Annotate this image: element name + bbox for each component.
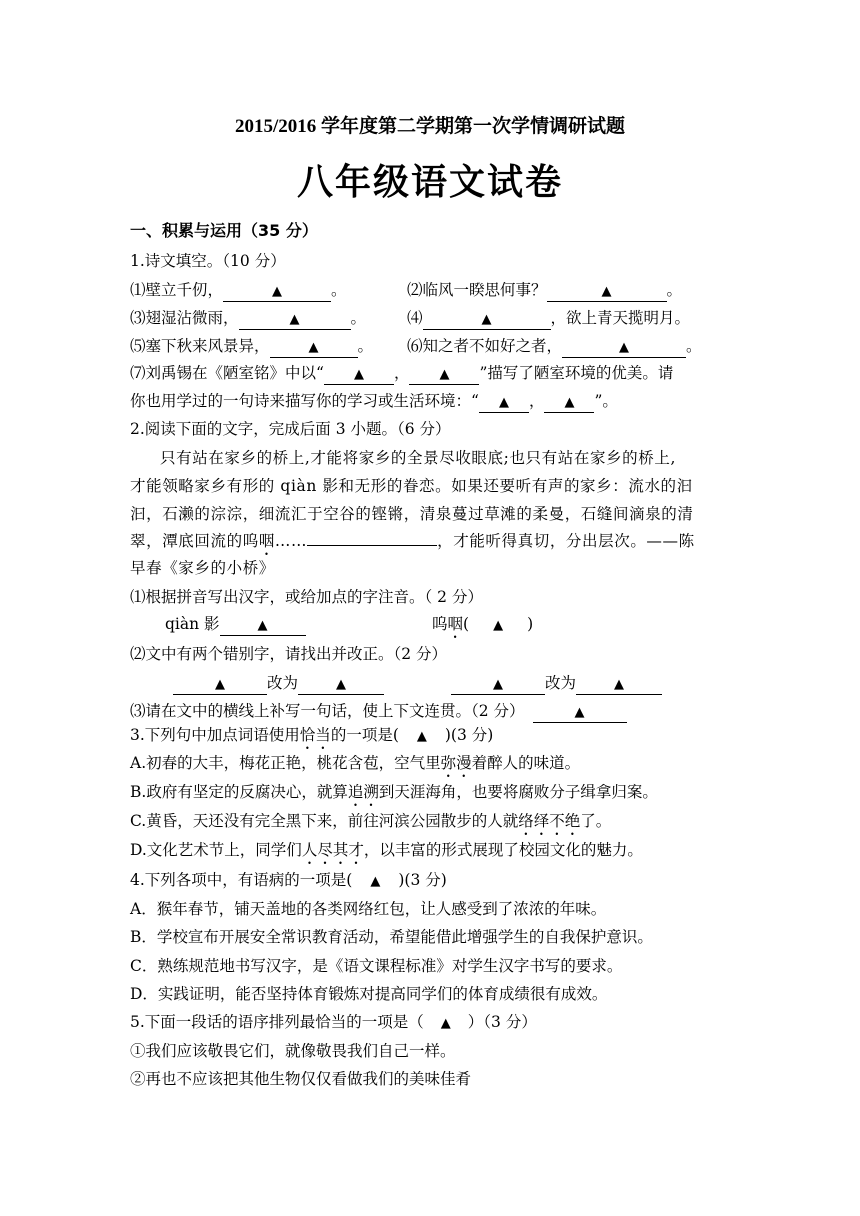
change-label: 改为: [267, 674, 299, 692]
option-text: A.初春的大丰，梅花正艳，桃花含苞，空气里: [130, 754, 441, 772]
answer-mark-icon: ▲: [564, 395, 575, 410]
punct: 。: [357, 337, 374, 355]
q2-sub1-answers: [165, 613, 306, 636]
answer-mark-icon: ▲: [498, 395, 509, 410]
answer-blank[interactable]: [239, 309, 351, 330]
answer-blank[interactable]: [562, 337, 686, 358]
answer-mark-icon: ▲: [289, 312, 300, 327]
answer-blank[interactable]: [223, 281, 331, 302]
passage-text: ，才能听得真切，分出层次。——陈: [437, 532, 695, 550]
q2-sub1: ⑴根据拼音写出汉字，或给加点的字注音。（ 2 分）: [130, 588, 483, 606]
answer-mark-icon: ▲: [481, 312, 492, 327]
option-text: B.政府有坚定的反腐决心，就算: [130, 783, 348, 801]
q1-item-7c: 你也用学过的一句诗来描写你的学习或生活环境：“: [130, 392, 479, 410]
q2-sub1-answers-b: [432, 613, 533, 642]
answer-blank[interactable]: [324, 364, 394, 385]
q1-item-4b: ，欲上青天揽明月。: [550, 309, 691, 327]
q4-option-b: B．学校宣布开展安全常识教育活动，希望能借此增强学生的自我保护意识。: [130, 928, 653, 946]
answer-blank[interactable]: [451, 674, 545, 695]
answer-slot[interactable]: [424, 1011, 468, 1035]
answer-blank[interactable]: [298, 674, 384, 695]
q3-option-a: [130, 752, 580, 781]
q5-item-2: ②再也不应该把其他生物仅仅看做我们的美味佳肴: [130, 1070, 472, 1088]
answer-blank[interactable]: [270, 337, 358, 358]
answer-mark-icon: ▲: [308, 340, 319, 355]
answer-mark-icon: ▲: [336, 677, 347, 692]
q1-item-3: ⑶翅湿沾微雨，: [130, 309, 239, 327]
answer-mark-icon: ▲: [272, 284, 283, 299]
punct: ，: [393, 364, 410, 382]
answer-mark-icon: ▲: [257, 618, 268, 633]
q3-option-b: [130, 781, 658, 810]
q5-text: 5.下面一段话的语序排列最恰当的一项是（: [130, 1013, 424, 1031]
answer-mark-icon: ▲: [440, 1016, 451, 1031]
dotted-word: 人尽其才: [301, 841, 364, 859]
answer-mark-icon: ▲: [416, 729, 427, 744]
answer-slot[interactable]: [352, 869, 398, 893]
q1-item-5: ⑸塞下秋来风景异，: [130, 337, 270, 355]
passage-line-4: [130, 530, 695, 559]
q3-text: 3.下列句中加点词语使用: [130, 726, 300, 744]
punct: 。: [686, 337, 702, 355]
q3-text: 的一项是(: [330, 726, 399, 744]
answer-blank[interactable]: [409, 364, 479, 385]
option-text: 到天涯海角，也要将腐败分子缉拿归案。: [378, 783, 658, 801]
q3-option-c: [130, 810, 611, 839]
q1-line-1: [130, 279, 347, 302]
q1-item-4a: ⑷: [407, 309, 423, 327]
q1-line-5: [130, 390, 618, 413]
answer-blank[interactable]: [173, 674, 267, 695]
q1-item-7a: ⑺刘禹锡在《陋室铭》中以“: [130, 364, 324, 382]
q1-line-2b: [407, 307, 690, 330]
passage-text: ……: [274, 532, 308, 550]
punct: 。: [666, 281, 683, 299]
answer-blank[interactable]: [547, 281, 667, 302]
passage-line-1: 只有站在家乡的桥上,才能将家乡的全景尽收眼底;也只有站在家乡的桥上,: [160, 449, 676, 467]
q3-stem: [130, 724, 493, 753]
answer-blank[interactable]: [533, 702, 627, 723]
answer-mark-icon: ▲: [601, 284, 612, 299]
q4-option-a: A．猴年春节，铺天盖地的各类网络红包，让人感受到了浓浓的年味。: [130, 900, 607, 918]
q2-sub3: [130, 700, 627, 723]
char-label: 呜: [432, 615, 448, 633]
option-text: D.文化艺术节上，同学们: [130, 841, 302, 859]
q2-sub2: ⑵文中有两个错别字，请找出并改正。（2 分）: [130, 645, 448, 663]
punct: 。: [331, 281, 347, 299]
q4-text: 4.下列各项中，有语病的一项是(: [130, 871, 353, 889]
q5-text: ）（3 分）: [467, 1013, 537, 1031]
answer-mark-icon: ▲: [439, 367, 450, 382]
dotted-word: 络绎不绝: [518, 812, 581, 830]
answer-blank[interactable]: [220, 615, 306, 636]
answer-slot[interactable]: [399, 724, 445, 748]
dotted-word: 追溯: [347, 783, 379, 801]
q1-item-2: ⑵临风一睽思何事？: [407, 281, 547, 299]
q1-line-3b: [407, 335, 702, 358]
punct: 。: [350, 309, 367, 327]
dotted-char: 咽: [447, 615, 464, 633]
answer-slot[interactable]: [469, 613, 527, 637]
q1-line-3: [130, 335, 373, 358]
q1-line-2: [130, 307, 366, 330]
exam-subtitle: 2015/2016 学年度第二学期第一次学情调研试题: [234, 116, 626, 137]
answer-blank[interactable]: [423, 309, 551, 330]
q1-line-1b: [407, 279, 682, 302]
punct: (: [463, 615, 470, 633]
option-text: ，以丰富的形式展现了校园文化的魅力。: [363, 841, 643, 859]
q1-item-7b: ”描写了陋室环境的优美。请: [479, 364, 674, 382]
q4-option-c: C．熟练规范地书写汉字，是《语文课程标准》对学生汉字书写的要求。: [130, 957, 623, 975]
q1-stem: 1.诗文填空。（10 分）: [130, 252, 286, 270]
q2-sub3-text: ⑶请在文中的横线上补写一句话，使上下文连贯。（2 分）: [130, 702, 525, 720]
q2-sub2-answers: [173, 672, 384, 695]
q4-stem: [130, 869, 447, 893]
option-text: 了。: [580, 812, 612, 830]
answer-blank[interactable]: [544, 392, 594, 413]
q3-option-d: [130, 839, 643, 868]
section-heading: 一、积累与运用（35 分）: [130, 221, 318, 240]
change-label: 改为: [545, 674, 577, 692]
q1-item-1: ⑴壁立千仞，: [130, 281, 224, 299]
answer-mark-icon: ▲: [370, 874, 381, 889]
answer-mark-icon: ▲: [215, 677, 225, 692]
q1-line-4: [130, 362, 673, 385]
passage-text: 翠，潭底回流的呜: [130, 532, 259, 550]
punct: ): [527, 615, 534, 633]
option-text: C.黄昏，天还没有完全黑下来，前往河滨公园散步的人就: [130, 812, 519, 830]
q5-item-1: ①我们应该敬畏它们，就像敬畏我们自己一样。: [130, 1042, 456, 1060]
q4-option-d: D．实践证明，能否坚持体育锻炼对提高同学们的体育成绩很有成效。: [130, 985, 608, 1003]
passage-line-2: 才能领略家乡有形的 qiàn 影和无形的眷恋。如果还要听有声的家乡：流水的汩: [130, 477, 693, 495]
answer-mark-icon: ▲: [493, 677, 503, 692]
punct: ，: [528, 392, 545, 410]
answer-mark-icon: ▲: [614, 677, 625, 692]
dotted-char: 咽: [258, 532, 275, 550]
exam-title: 八年级语文试卷: [296, 161, 563, 203]
answer-blank[interactable]: [307, 545, 437, 546]
q2-stem: 2.阅读下面的文字，完成后面 3 小题。（6 分）: [130, 420, 451, 438]
dotted-word: 恰当: [299, 726, 331, 744]
passage-line-5: 早春《家乡的小桥》: [130, 559, 275, 577]
dotted-word: 弥漫: [440, 754, 472, 772]
answer-mark-icon: ▲: [493, 618, 504, 633]
q4-text: )(3 分): [398, 871, 447, 889]
q1-item-6: ⑹知之者不如好之者，: [407, 337, 563, 355]
q3-text: )(3 分): [444, 726, 494, 744]
answer-mark-icon: ▲: [353, 367, 364, 382]
answer-mark-icon: ▲: [574, 705, 585, 720]
answer-blank[interactable]: [479, 392, 529, 413]
pinyin-label: qiàn 影: [165, 615, 220, 633]
q5-stem: [130, 1011, 537, 1035]
passage-line-3: 汩，石濑的淙淙，细流汇于空谷的铿锵，清泉蔓过草滩的柔曼，石缝间滴泉的清: [130, 505, 694, 523]
q1-item-7d: ”。: [594, 392, 618, 410]
option-text: 着醉人的味道。: [471, 754, 581, 772]
q2-sub2-answers-b: [451, 672, 662, 695]
answer-mark-icon: ▲: [619, 340, 630, 355]
answer-blank[interactable]: [576, 674, 662, 695]
